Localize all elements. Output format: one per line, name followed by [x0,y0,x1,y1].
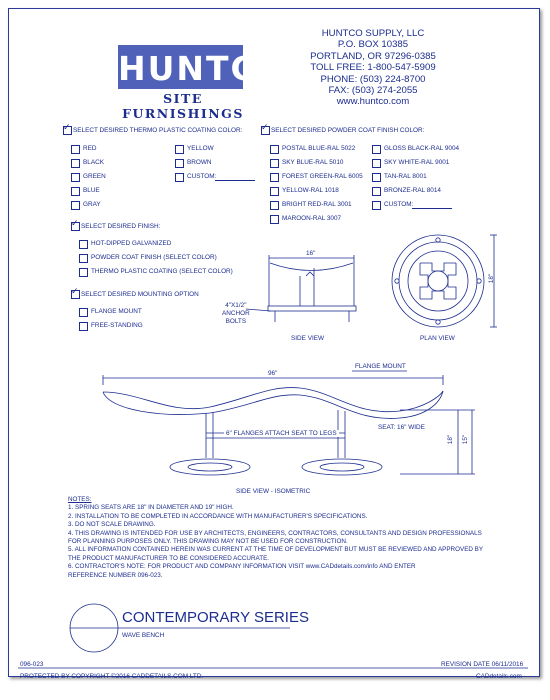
anchor-label-line: 4"X1/2" [225,302,247,309]
notes-block [68,496,508,580]
powder-option-label: FOREST GREEN-RAL 6005 [282,173,363,180]
revision-date: REVISION DATE 06/11/2016 [441,661,524,668]
finish-option-label: POWDER COAT FINISH (SELECT COLOR) [91,254,217,261]
thermo-option-label: BLUE [83,187,100,194]
powder-option-label: POSTAL BLUE-RAL 5022 [282,145,356,152]
logo-tagline: SITE FURNISHINGS [122,91,244,121]
anchor-label-line: ANCHOR [222,310,250,317]
powder-option-label: MAROON-RAL 3007 [282,215,342,222]
note-line: 1. SPRING SEATS ARE 18" IN DIAMETER AND 19" HIGH. [68,504,234,512]
address-line: HUNTCO SUPPLY, LLC [321,28,425,39]
powder-option-label: BRONZE-RAL 8014 [384,187,441,194]
plan-view-drawing [392,235,497,327]
powder-option-label: GLOSS BLACK-RAL 9004 [384,145,460,152]
thermo-option-label: GRAY [83,201,101,208]
note-line: THE PRODUCT MANUFACTURER TO BE CONSIDERED ACCURATE. [68,554,270,562]
thermo-option-label: BLACK [83,159,104,166]
finish-option-label: HOT-DIPPED GALVANIZED [91,240,172,247]
caddetails-link[interactable]: CADdetails.com [476,673,522,680]
note-line: REFERENCE NUMBER 096-023. [68,571,163,579]
address-line: TOLL FREE: 1-800-547-5909 [310,62,436,74]
finish-header: SELECT DESIRED FINISH: [81,223,161,230]
isometric-bench-drawing [103,371,475,475]
note-line: FOR PLANNING PURPOSES ONLY. THIS DRAWING MAY NOT BE USED FOR CONSTRUCTION. [68,538,348,546]
plan-view-label: PLAN VIEW [420,335,455,342]
finish-option-label: THERMO PLASTIC COATING (SELECT COLOR) [91,268,233,275]
powder-option-label: SKY WHITE-RAL 9001 [384,159,450,166]
check-mark-icon: ✓ [71,218,79,228]
side-view-label: SIDE VIEW [291,335,325,342]
powder-option-label: CUSTOM: [384,201,414,208]
powder-header: SELECT DESIRED POWDER COAT FINISH COLOR: [271,127,425,134]
check-mark-icon: ✓ [71,286,79,296]
note-line: 2. INSTALLATION TO BE COMPLETED IN ACCORDANCE WITH MANUFACTURER'S SPECIFICATIONS. [68,512,368,520]
thermo-header: SELECT DESIRED THERMO PLASTIC COATING COLOR: [73,127,243,134]
side-view-drawing [246,255,356,322]
mounting-option-label: FREE-STANDING [91,322,143,329]
flange-mount-label: FLANGE MOUNT [355,363,406,370]
thermo-option-label: CUSTOM: [187,173,217,180]
powder-option-label: YELLOW-RAL 1018 [282,187,339,194]
copyright-text: PROTECTED BY COPYRIGHT ©2016 CADDETAILS.COM LTD. [20,673,204,680]
thermo-option-label: BROWN [187,159,212,166]
address-line: FAX: (503) 274-2055 [328,85,418,97]
address-line: PHONE: (503) 224-8700 [320,73,426,85]
thermo-option-label: RED [83,145,97,152]
anchor-label-line: BOLTS [225,318,247,325]
height-dim-15: 15" [462,434,470,445]
note-line: 6. CONTRACTOR'S NOTE: FOR PRODUCT AND COMPANY INFORMATION VISIT www.CADdetails.com/info AND ENTER [68,563,416,571]
logo-text: HUNTCO [118,49,287,88]
note-line: 3. DO NOT SCALE DRAWING. [68,521,156,529]
seat-width-label: SEAT: 16" WIDE [378,424,425,431]
flange-note: 6" FLANGES ATTACH SEAT TO LEGS [226,430,337,437]
anchor-bolts-label [222,302,250,326]
powder-option-label: SKY BLUE-RAL 5010 [282,159,344,166]
thermo-option-label: GREEN [83,173,106,180]
plan-dim: 18" [488,273,496,284]
side-width-dim: 16" [306,250,316,257]
isometric-label: SIDE VIEW - ISOMETRIC [236,488,311,495]
product-name: WAVE BENCH [122,632,165,639]
powder-option-label: TAN-RAL 8001 [384,173,427,180]
height-dim-18: 18" [447,434,455,445]
notes-title: NOTES: [68,496,92,503]
note-line: 4. THIS DRAWING IS INTENDED FOR USE BY ARCHITECTS, ENGINEERS, CONTRACTORS, CONSULTANTS AND DESIGN PROFESSIONALS [68,529,482,537]
check-mark-icon: ✓ [261,122,269,132]
address-line: PORTLAND, OR 97296-0385 [310,50,436,62]
series-title: CONTEMPORARY SERIES [122,609,309,626]
address-line[interactable]: www.huntco.com [336,96,410,108]
reference-number: 096-023 [20,661,44,668]
note-line: 5. ALL INFORMATION CONTAINED HEREIN WAS CURRENT AT THE TIME OF DEVELOPMENT BUT MUST BE REVIEWED AND APPROVED BY [68,546,484,554]
address-line: P.O. BOX 10385 [337,39,409,51]
mounting-option-label: FLANGE MOUNT [91,308,142,315]
powder-option-label: BRIGHT RED-RAL 3001 [282,201,352,208]
mounting-header: SELECT DESIRED MOUNTING OPTION [81,291,199,298]
check-mark-icon: ✓ [63,122,71,132]
bench-length-dim: 96" [268,370,278,377]
thermo-option-label: YELLOW [187,145,214,152]
